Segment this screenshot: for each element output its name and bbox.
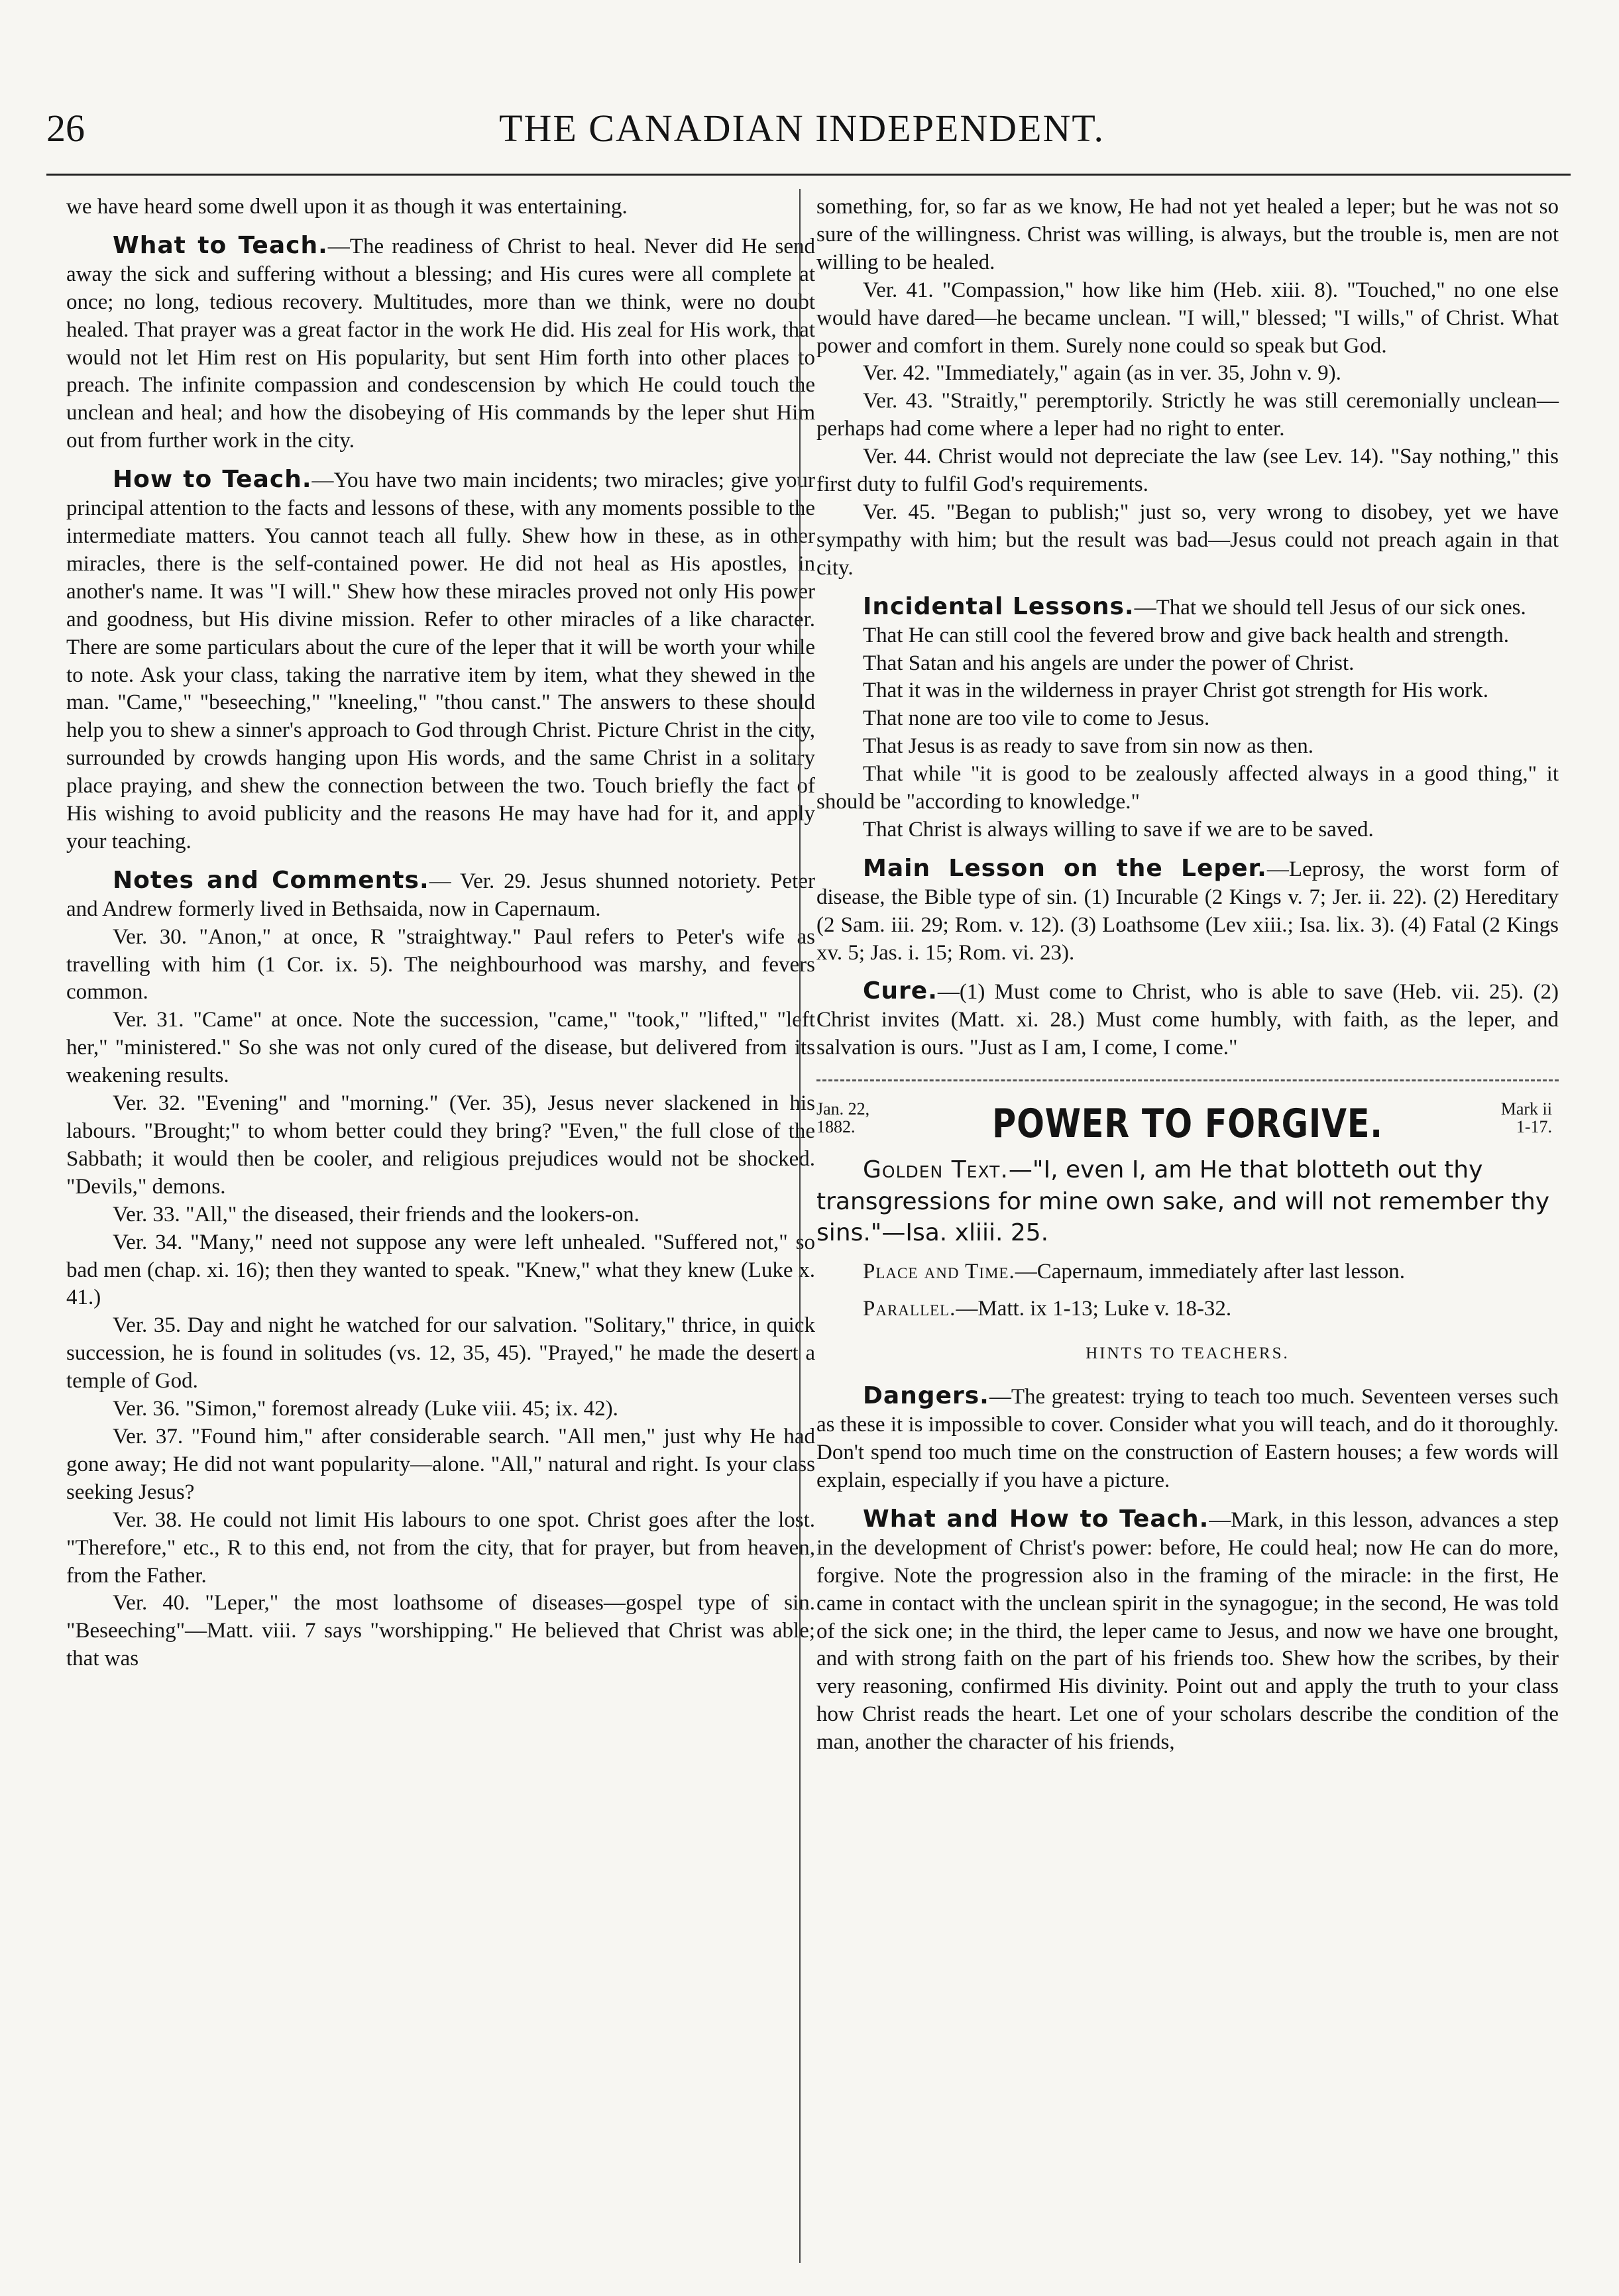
parallel-body: —Matt. ix 1-13; Luke v. 18-32.	[956, 1296, 1232, 1321]
section-heading: Dangers.	[863, 1382, 989, 1410]
paragraph	[816, 976, 1559, 1062]
section-heading: What and How to Teach.	[863, 1505, 1209, 1533]
paragraph	[816, 193, 1559, 277]
paragraph	[816, 592, 1559, 622]
right-top-section	[816, 193, 1559, 1062]
paragraph	[66, 1590, 815, 1673]
section-heading: Notes and Comments.	[113, 866, 429, 894]
parallel	[816, 1295, 1559, 1323]
hints-heading: HINTS TO TEACHERS.	[1086, 1344, 1290, 1362]
paragraph	[66, 1312, 815, 1395]
right-column	[816, 193, 1559, 1757]
paragraph-text: — Ver. 29. Jesus shunned notoriety. Peter and Andrew formerly lived in Bethsaida, now in Capernaum.	[66, 869, 815, 921]
paragraph-text: Ver. 44. Christ would not depreciate the law (see Lev. 14). "Say nothing," this first duty to fulfil God's requirements.	[816, 445, 1559, 497]
place-body: —Capernaum, immediately after last lesson.	[1015, 1259, 1406, 1284]
paragraph	[66, 1090, 815, 1201]
paragraph-text: Ver. 45. "Began to publish;" just so, very wrong to disobey, yet we have sympathy with him; but the result was bad—Jesus could not preach again in that city.	[816, 500, 1559, 580]
paragraph-text: —Leprosy, the worst form of disease, the Bible type of sin. (1) Incurable (2 Kings v. 7; Jer. ii. 22). (2) Hereditary (2 Sam. iii. 29; Rom. v. 12). (3) Loathsome (Lev xiii.; Isa. lix. 3). (4) Fatal (2 Kings xv. 5; Jas. i. 15; Rom. vi. 23).	[816, 857, 1559, 965]
paragraph-text: That none are too vile to come to Jesus.	[863, 706, 1210, 731]
paragraph	[816, 388, 1559, 443]
paragraph	[816, 499, 1559, 582]
lesson-divider	[816, 1079, 1559, 1081]
paragraph-text: something, for, so far as we know, He had not yet healed a leper; but he was not so sure of the willingness. Christ was willing, is always, but the trouble is, men are not willing to be healed.	[816, 195, 1559, 274]
page-header	[46, 106, 1557, 166]
paragraph	[816, 1381, 1559, 1495]
paragraph-text: Ver. 42. "Immediately," again (as in ver. 35, John v. 9).	[863, 361, 1341, 386]
left-column	[66, 193, 815, 1673]
paragraph	[66, 465, 815, 856]
paragraph	[816, 853, 1559, 967]
paragraph-text: Ver. 40. "Leper," the most loathsome of diseases—gospel type of sin. "Beseeching"—Matt. viii. 7 says "worshipping." He believed that Christ was able; that was	[66, 1591, 815, 1671]
section-heading: Main Lesson on the Leper.	[863, 854, 1267, 882]
paragraph	[816, 277, 1559, 360]
paragraph	[66, 1423, 815, 1507]
paragraph	[816, 650, 1559, 678]
header-rule	[46, 174, 1571, 176]
paragraph-text: —That we should tell Jesus of our sick ones.	[1134, 595, 1526, 620]
paragraph	[66, 1507, 815, 1590]
lesson-ref-book: Mark ii	[1500, 1099, 1552, 1119]
paragraph	[816, 622, 1559, 650]
lesson-reference	[1501, 1100, 1552, 1136]
paragraph	[66, 231, 815, 455]
place-and-time	[816, 1258, 1559, 1286]
paragraph-text: Ver. 32. "Evening" and "morning." (Ver. 35), Jesus never slackened in his labours. "Brought;" to whom better could they bring? "Even," the full close of the Sabbath; it would then be cooler, and religious prejudices would not be shocked. "Devils," demons.	[66, 1091, 815, 1199]
paragraph	[66, 1395, 815, 1423]
right-bottom-section	[816, 1381, 1559, 1757]
paragraph	[816, 733, 1559, 761]
lesson-ref-verses: 1-17.	[1516, 1117, 1552, 1137]
paragraph-text: Ver. 35. Day and night he watched for our salvation. "Solitary," thrice, in quick succession, he is found in solitudes (vs. 12, 35, 45). "Prayed," he made the desert a temple of God.	[66, 1313, 815, 1394]
paragraph-text: Ver. 43. "Straitly," peremptorily. Strictly he was still ceremonially unclean—perhaps had come where a leper had no right to enter.	[816, 389, 1559, 441]
paragraph-text: That while "it is good to be zealously affected always in a good thing," it should be "according to knowledge."	[816, 762, 1559, 814]
paragraph-text: That Jesus is as ready to save from sin now as then.	[863, 734, 1314, 759]
paragraph-text: Ver. 38. He could not limit His labours to one spot. Christ goes after the lost. "Therefore," etc., R to this end, not from the city, that for prayer, but from heaven, from the Father.	[66, 1507, 815, 1588]
running-title: THE CANADIAN INDEPENDENT.	[499, 107, 1105, 150]
golden-text-body: —"I, even I, am He that blotteth out thy transgressions for mine own sake, and will not remember thy sins."—Isa. xliii. 25.	[816, 1156, 1550, 1247]
paragraph-text: Ver. 31. "Came" at once. Note the succession, "came," "took," "lifted," "left her," "ministered." So she was not only cured of the disease, but delivered from its weakening results.	[66, 1008, 815, 1088]
lesson-date-year: 1882.	[816, 1117, 856, 1137]
paragraph-text: —You have two main incidents; two miracles; give your principal attention to the facts and lessons of these, with any moments possible to the intermediate matters. You cannot teach all fully. Shew how in these, as in other miracles, there is the self-contained power. He did not heal as His apostles, in another's name. It was "I will." Shew how these miracles proved not only His power and goodness, but His divine mission. Refer to other miracles of a like character. There are some particulars about the cure of the leper that it will be worth your while to note. Ask your class, taking the narrative item by item, what they shewed in the man. "Came," "beseeching," "kneeling," "thou canst." The answers to these should help you to shew a sinner's approach to God through Christ. Picture Christ in the city, surrounded by crowds hanging upon His words, and the same Christ in a solitary place praying, and shew the connection between the two. Touch briefly the fact of His wishing to avoid publicity and the reasons He may have had for it, and apply your teaching.	[66, 468, 815, 853]
section-heading: Incidental Lessons.	[863, 592, 1135, 620]
lesson-heading	[816, 1095, 1559, 1150]
paragraph-text: Ver. 34. "Many," need not suppose any were left unhealed. "Suffered not," so bad men (chap. xi. 16); then they wanted to speak. "Knew," what they knew (Luke x. 41.)	[66, 1230, 815, 1310]
column-divider	[799, 189, 801, 2263]
paragraph	[816, 677, 1559, 705]
paragraph-text: —The greatest: trying to teach too much. Seventeen verses such as these it is impossible to cover. Consider what you will teach, and do it thoroughly. Don't spend too much time on the construction of Eastern houses; a few words will explain, especially if you have a picture.	[816, 1385, 1559, 1493]
paragraph	[816, 1504, 1559, 1757]
paragraph	[816, 360, 1559, 388]
section-heading: Cure.	[863, 977, 938, 1005]
paragraph-text: That Christ is always willing to save if we are to be saved.	[863, 817, 1374, 842]
lesson-date	[816, 1100, 869, 1136]
paragraph	[816, 761, 1559, 816]
lesson-title: POWER TO FORGIVE.	[992, 1101, 1383, 1148]
page-number: 26	[46, 107, 85, 150]
paragraph-text: That it was in the wilderness in prayer Christ got strength for His work.	[863, 679, 1488, 703]
paragraph	[66, 1229, 815, 1313]
paragraph-text: —(1) Must come to Christ, who is able to save (Heb. vii. 25). (2) Christ invites (Matt. xi. 28.) Must come humbly, with faith, as the leper, and salvation is ours. "Just as I am, I come, I come."	[816, 980, 1559, 1060]
section-heading: What to Teach.	[113, 231, 328, 259]
paragraph	[816, 705, 1559, 733]
paragraph-text: Ver. 41. "Compassion," how like him (Heb. xiii. 8). "Touched," no one else would have dared—he became unclean. "I will," blessed; "I wills," of Christ. What power and comfort in them. Surely none could so speak but God.	[816, 278, 1559, 358]
paragraph	[66, 193, 815, 221]
paragraph-text: Ver. 30. "Anon," at once, R "straightway." Paul refers to Peter's wife as travelling with him (1 Cor. ix. 5). The neighbourhood was marshy, and fevers common.	[66, 924, 815, 1005]
paragraph	[66, 1201, 815, 1229]
place-label: Place and Time.	[863, 1259, 1015, 1284]
parallel-label: Parallel.	[863, 1296, 956, 1321]
paragraph-text: Ver. 36. "Simon," foremost already (Luke viii. 45; ix. 42).	[113, 1397, 618, 1421]
golden-text-label: Golden Text.	[863, 1156, 1009, 1184]
paragraph-text: —The readiness of Christ to heal. Never did He send away the sick and suffering without a blessing; and His cures were all complete at once; no long, tedious recovery. Multitudes, more than we think, were no doubt healed. That prayer was a great factor in the work He did. His zeal for His work, that would not let Him rest on His popularity, but sent Him forth into other places to preach. The infinite compassion and condescension by which He could touch the unclean and heal; and how the disobeying of His commands by the leper shut Him out from further work in the city.	[66, 234, 815, 453]
golden-text	[816, 1154, 1559, 1249]
paragraph-text: That He can still cool the fevered brow and give back health and strength.	[863, 623, 1509, 647]
paragraph	[816, 443, 1559, 499]
paragraph-text: —Mark, in this lesson, advances a step in the development of Christ's power: before, He could heal; now He can do more, forgive. Note the progression also in the framing of the miracle: in the first, He came in contact with the unclean spirit in the synagogue; in the second, He was told of the sick one; in the third, the leper came to Jesus, and now we have one brought, and with strong faith on the part of his friends too. Shew how the scribes, by their very reasoning, confirmed His divinity. Point out and apply the truth to your class how Christ reads the heart. Let one of your scholars describe the condition of the man, another the character of his friends,	[816, 1507, 1559, 1755]
paragraph-text: we have heard some dwell upon it as though it was entertaining.	[66, 195, 628, 219]
paragraph	[66, 924, 815, 1007]
paragraph-text: That Satan and his angels are under the power of Christ.	[863, 651, 1355, 675]
paragraph-text: Ver. 33. "All," the diseased, their friends and the lookers-on.	[113, 1202, 640, 1227]
paragraph-text: Ver. 37. "Found him," after considerable search. "All men," just why He had gone away; He did not want popularity—alone. "All," natural and right. Is your class seeking Jesus?	[66, 1424, 815, 1504]
paragraph	[66, 865, 815, 924]
lesson-date-line: Jan. 22,	[816, 1099, 870, 1119]
paragraph	[66, 1007, 815, 1090]
paragraph	[816, 816, 1559, 844]
section-heading: How to Teach.	[113, 466, 312, 494]
